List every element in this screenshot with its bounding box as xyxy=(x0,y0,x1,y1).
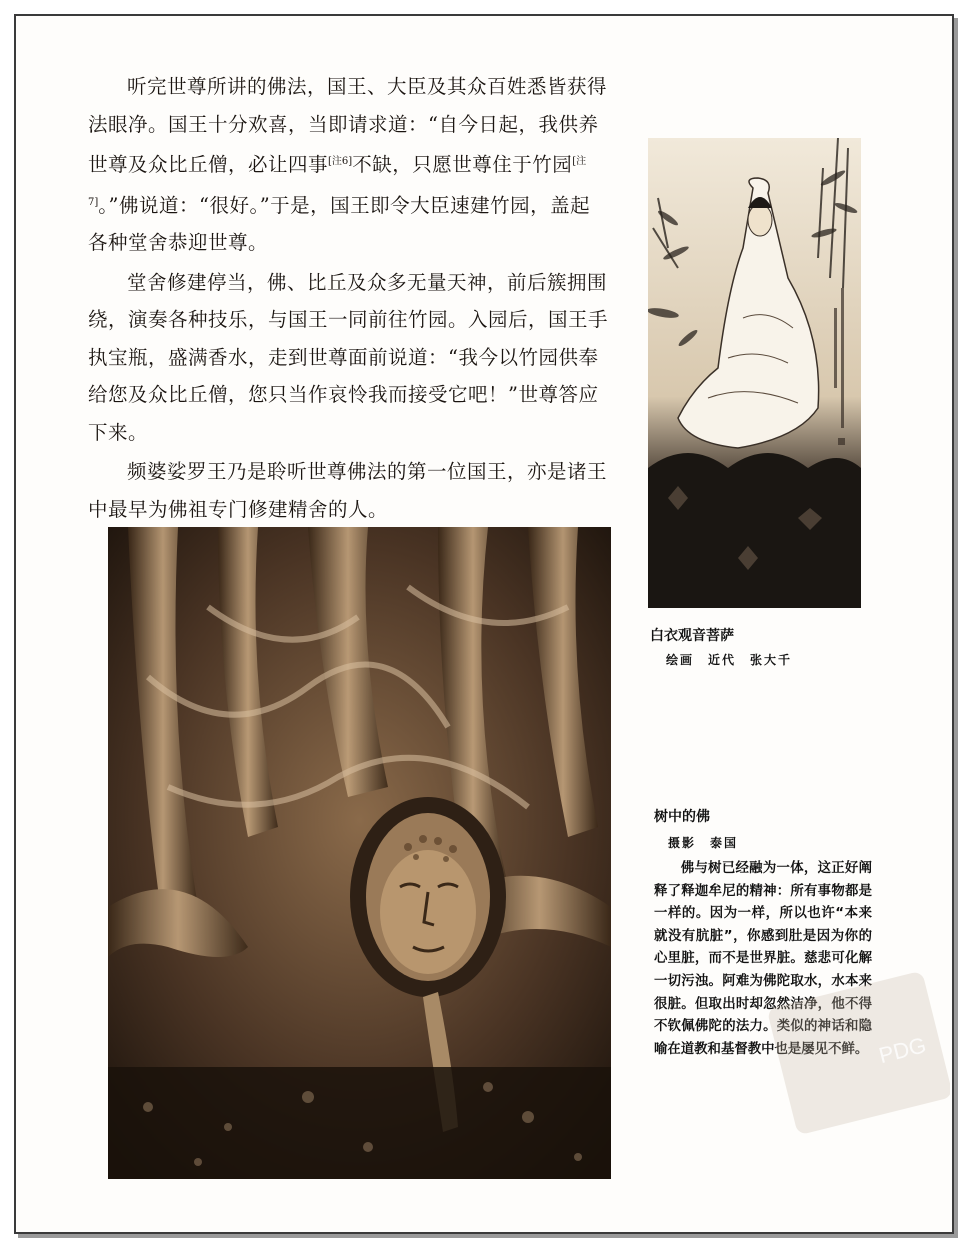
side-caption-medium: 绘画 xyxy=(666,653,695,667)
side-caption-title: 白衣观音菩萨 xyxy=(650,628,734,644)
paragraph-1-part-c: 。”佛说道：“很好。”于是，国王即令大臣速建竹园，盖起各种堂舍恭迎世尊。 xyxy=(88,193,591,254)
paragraph-1-part-b: 不缺，只愿世尊住于竹园 xyxy=(352,153,573,176)
side-caption-era: 近代 xyxy=(708,653,737,667)
paragraph-2: 堂舍修建停当，佛、比丘及众多无量天神，前后簇拥围绕，演奏各种技乐，与国王一同前往竹园。入园后，国王手执宝瓶，盛满香水，走到世尊面前说道：“我今以竹园供奉给您及众比丘僧，您只当作哀怜我而接受它吧！”世尊答应下来。 xyxy=(88,270,609,444)
guanyin-painting xyxy=(648,138,861,608)
main-caption-credits xyxy=(668,834,752,851)
footnote-ref-7[interactable]: [注7] xyxy=(88,156,587,208)
main-caption-title: 树中的佛 xyxy=(654,809,710,825)
main-caption-description: 佛与树已经融为一体，这正好阐释了释迦牟尼的精神：所有事物都是一样的。因为一样，所以也许“本来就没有肮脏”，你感到肚是因为你的心里脏，而不是世界脏。慈悲可化解一切污浊。阿难为佛陀取水，水本来很脏。但取出时却忽然洁净，他不得不钦佩佛陀的法力。类似的神话和隐喻在道教和基督教中也是屡见不鲜。 xyxy=(654,861,872,1057)
side-caption-credits xyxy=(666,651,806,668)
paragraph-1-part-a: 听完世尊所讲的佛法，国王、大臣及其众百姓悉皆获得法眼净。国王十分欢喜，当即请求道：“自今日起，我供养世尊及众比丘僧，必让四事 xyxy=(88,75,608,176)
paragraph-1 xyxy=(88,68,608,262)
side-caption-artist: 张大千 xyxy=(750,653,793,667)
pdg-watermark xyxy=(760,968,950,1158)
buddha-in-tree-photo xyxy=(108,527,611,1179)
main-caption-place: 泰国 xyxy=(710,836,739,850)
main-text xyxy=(88,68,608,530)
footnote-ref-6[interactable]: [注6] xyxy=(328,156,353,167)
paragraph-3: 频婆娑罗王乃是聆听世尊佛法的第一位国王，亦是诸王中最早为佛祖专门修建精舍的人。 xyxy=(88,460,608,521)
main-caption-medium: 摄影 xyxy=(668,836,697,850)
watermark-text: PDG xyxy=(876,1032,929,1069)
